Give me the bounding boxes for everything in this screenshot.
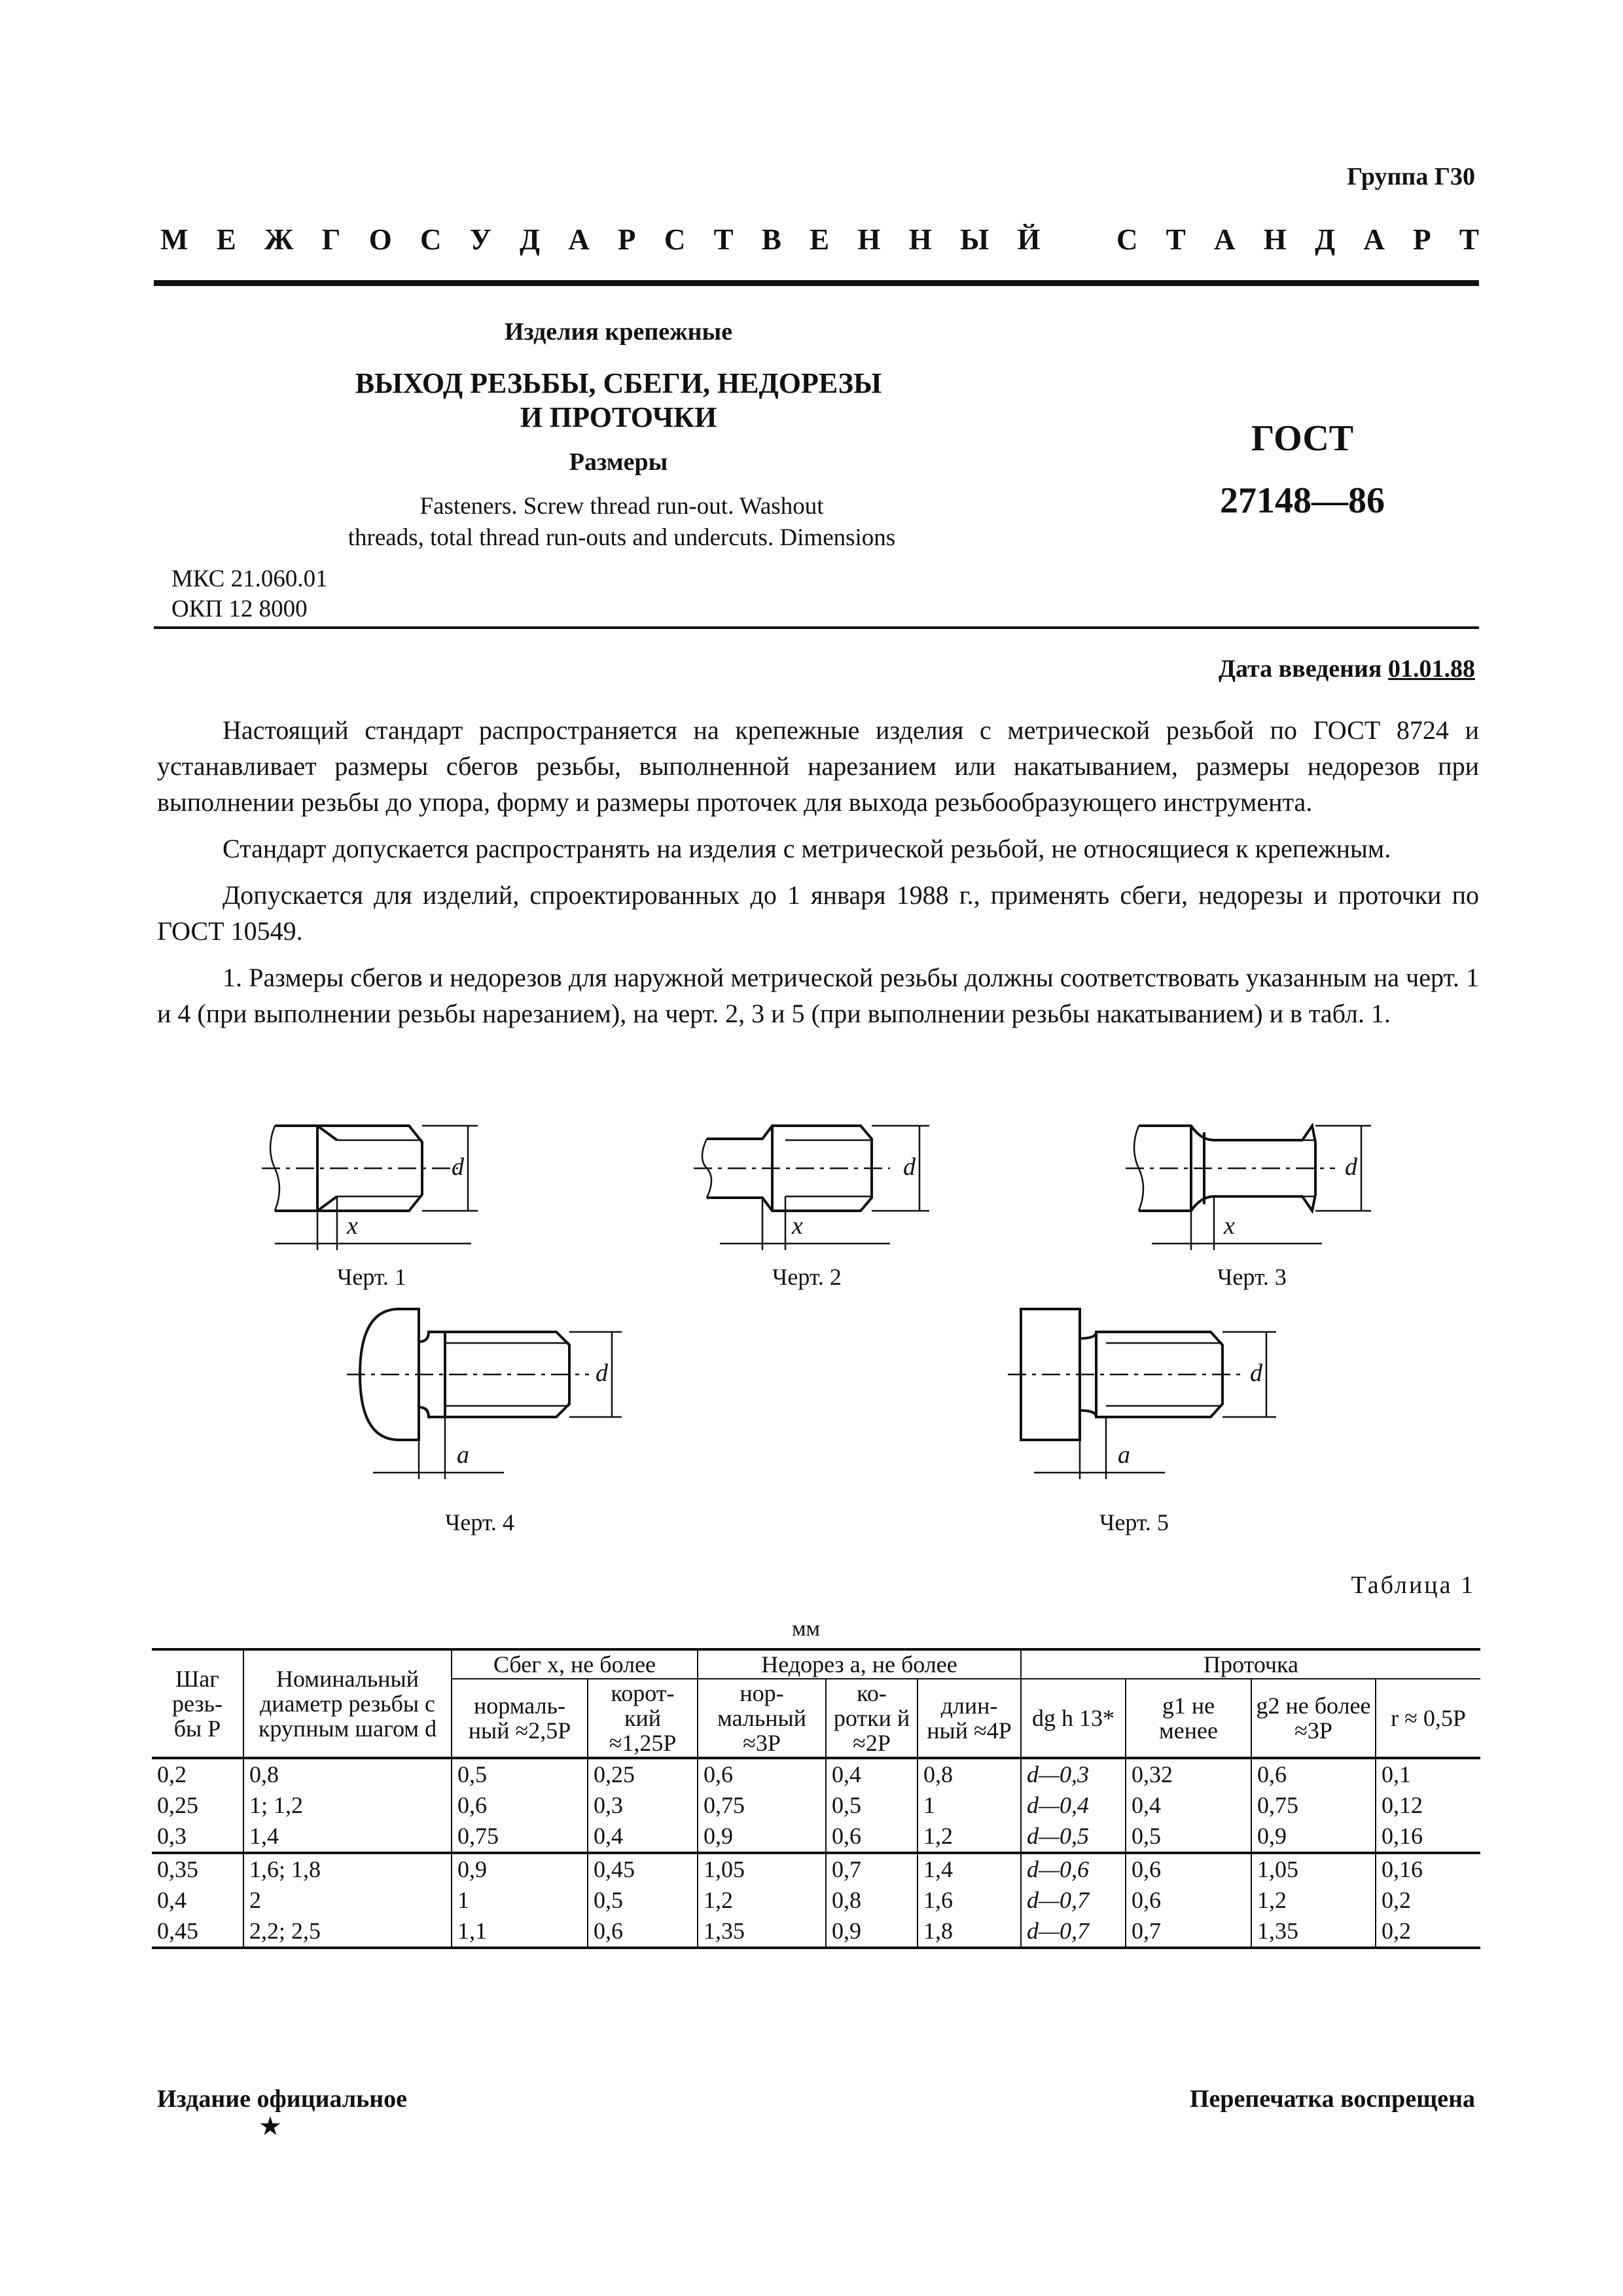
gost-number: 27148—86 xyxy=(1220,480,1385,521)
paragraph: Допускается для изделий, спроектированных до 1 января 1988 г., применять сбеги, недорезы и проточки по ГОСТ 10549. xyxy=(157,880,1479,946)
dim-d: d xyxy=(1345,1153,1357,1181)
paragraph: Стандарт допускается распространять на изделия с метрической резьбой, не относящиеся к крепежным. xyxy=(223,834,1391,863)
caption-drawing-4: Черт. 4 xyxy=(445,1509,514,1535)
table-label: Таблица 1 xyxy=(1351,1571,1475,1599)
dim-x: x xyxy=(1224,1212,1235,1240)
reprint-prohibited: Перепечатка воспрещена xyxy=(1189,2085,1475,2113)
drawing-4-bolt-cut xyxy=(347,1302,635,1499)
dim-a: a xyxy=(1118,1441,1130,1469)
header-g2: g2 не более ≈3P xyxy=(1251,1679,1376,1758)
english-title: Fasteners. Screw thread run-out. Washout threads, total thread run-outs and undercuts. Dimensions xyxy=(348,493,896,551)
header-runout-normal: нормаль- ный ≈2,5P xyxy=(452,1679,588,1758)
table-row: 0,35 1,6; 1,8 0,9 0,45 1,05 0,7 1,4 d—0,6 0,6 1,05 0,16 xyxy=(152,1853,1480,1885)
header-groove: Проточка xyxy=(1021,1649,1480,1679)
table-row: 0,2 0,8 0,5 0,25 0,6 0,4 0,8 d—0,3 0,32 0,6 0,1 xyxy=(152,1758,1480,1790)
body-text xyxy=(157,712,1479,1042)
dim-x: x xyxy=(792,1212,803,1240)
drawing-2-rolled-thread xyxy=(694,1113,929,1263)
header-undercut-normal: нор- мальный ≈3P xyxy=(698,1679,826,1758)
dim-x: x xyxy=(347,1212,358,1240)
table-1 xyxy=(152,1648,1480,1949)
caption-drawing-3: Черт. 3 xyxy=(1217,1264,1287,1290)
standard-banner: М Е Ж Г О С У Д А Р С Т В Е Н Н Ы Й С Т А Н Д А Р Т xyxy=(160,223,1479,256)
gost-label: ГОСТ xyxy=(1251,418,1354,459)
header-runout-short: корот- кий ≈1,25P xyxy=(588,1679,698,1758)
dim-d: d xyxy=(1250,1359,1262,1387)
subtitle: Размеры xyxy=(569,448,668,476)
star-icon: ★ xyxy=(259,2111,282,2141)
caption-drawing-5: Черт. 5 xyxy=(1099,1509,1169,1535)
introduction-date: Дата введения 01.01.88 xyxy=(1218,655,1475,683)
header-undercut-short: ко- ротки й ≈2P xyxy=(826,1679,918,1758)
header-g1: g1 не менее xyxy=(1126,1679,1251,1758)
table-row: 0,45 2,2; 2,5 1,1 0,6 1,35 0,9 1,8 d—0,7 0,7 1,35 0,2 xyxy=(152,1916,1480,1948)
official-edition: Издание официальное xyxy=(157,2085,408,2113)
document-title: ВЫХОД РЕЗЬБЫ, СБЕГИ, НЕДОРЕЗЫ И ПРОТОЧКИ xyxy=(355,367,882,433)
product-kind: Изделия крепежные xyxy=(504,318,733,346)
group-code: Группа Г30 xyxy=(1347,163,1475,190)
header-r: r ≈ 0,5P xyxy=(1376,1679,1480,1758)
header-runout: Сбег x, не более xyxy=(452,1649,698,1679)
drawing-3-rolled-thread xyxy=(1126,1113,1374,1263)
table-row: 0,3 1,4 0,75 0,4 0,9 0,6 1,2 d—0,5 0,5 0,9 0,16 xyxy=(152,1821,1480,1853)
dim-a: a xyxy=(457,1441,469,1469)
dim-d: d xyxy=(596,1359,608,1387)
caption-drawing-1: Черт. 1 xyxy=(337,1264,406,1290)
header-undercut-long: длин- ный ≈4P xyxy=(918,1679,1021,1758)
header-step: Шаг резь- бы P xyxy=(152,1649,243,1758)
header-nominal-diameter: Номинальный диаметр резьбы с крупным шагом d xyxy=(243,1649,452,1758)
header-undercut: Недорез a, не более xyxy=(698,1649,1021,1679)
table-row: 0,25 1; 1,2 0,6 0,3 0,75 0,5 1 d—0,4 0,4 0,75 0,12 xyxy=(152,1790,1480,1821)
table-row: 0,4 2 1 0,5 1,2 0,8 1,6 d—0,7 0,6 1,2 0,2 xyxy=(152,1885,1480,1916)
classification-codes: МКС 21.060.01 ОКП 12 8000 xyxy=(171,565,328,622)
paragraph: 1. Размеры сбегов и недорезов для наружной метрической резьбы должны соответствовать указанным на черт. 1 и 4 (при выполнении резьбы нарезанием), на черт. 2, 3 и 5 (при выполнении резьбы накатыванием) и в табл. 1. xyxy=(157,963,1479,1028)
drawing-5-bolt-rolled xyxy=(1008,1302,1296,1499)
top-rule xyxy=(154,280,1479,286)
dim-d: d xyxy=(903,1153,916,1181)
caption-drawing-2: Черт. 2 xyxy=(772,1264,842,1290)
paragraph: Настоящий стандарт распространяется на крепежные изделия с метрической резьбой по ГОСТ 8724 и устанавливает размеры сбегов резьбы, выполненной нарезанием или накатыванием, размеры недорезов при выполнении резьбы до упора, форму и размеры проточек для выхода резьбообразующего инструмента. xyxy=(157,715,1479,817)
drawing-1-cut-thread xyxy=(262,1113,497,1263)
header-dg: dg h 13* xyxy=(1021,1679,1126,1758)
dim-d: d xyxy=(452,1153,464,1181)
table-unit: мм xyxy=(792,1617,821,1641)
header-bottom-rule xyxy=(154,626,1479,629)
